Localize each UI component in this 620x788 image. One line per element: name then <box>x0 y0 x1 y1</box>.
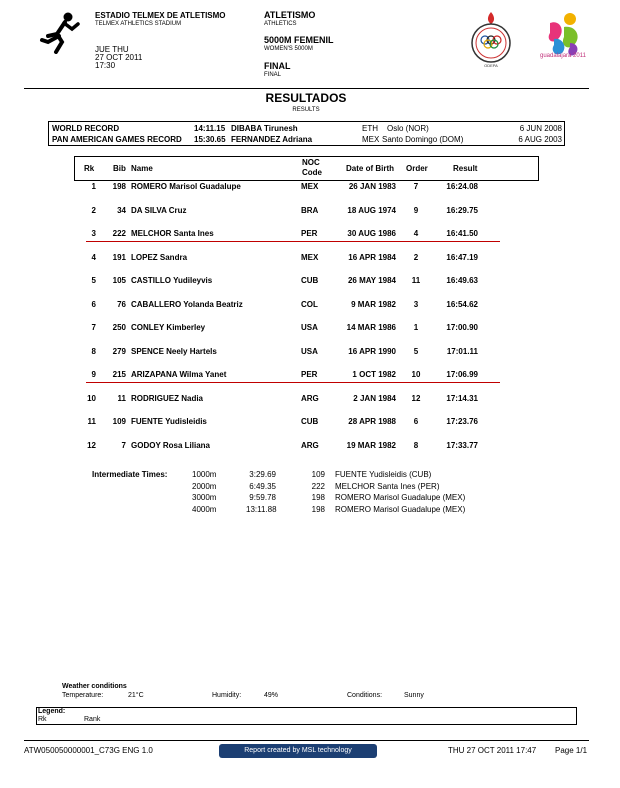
inter-time: 3:29.69 <box>249 470 276 479</box>
cell-result: 17:33.77 <box>446 440 478 450</box>
conditions-label: Conditions: <box>347 692 383 699</box>
cell-result: 17:01.11 <box>446 346 478 356</box>
inter-time: 13:11.88 <box>246 505 277 515</box>
intermediate-row <box>0 482 620 494</box>
cell-name: SPENCE Neely Hartels <box>131 346 217 356</box>
col-noc: NOC <box>302 158 320 167</box>
cell-bib: 191 <box>112 252 126 262</box>
intermediate-row <box>0 505 620 517</box>
legend-meaning: Rank <box>84 716 101 723</box>
col-result: Result <box>453 164 478 173</box>
table-row <box>0 229 620 241</box>
col-noc-code: Code <box>302 168 322 177</box>
report-datetime: THU 27 OCT 2011 17:47 <box>448 746 537 755</box>
table-row <box>0 253 620 265</box>
table-row <box>0 323 620 335</box>
cell-rk: 8 <box>91 346 96 356</box>
cell-noc: ARG <box>301 440 319 450</box>
highlight-underline <box>86 382 500 383</box>
intermediate-row <box>0 493 620 505</box>
page-title: RESULTADOS <box>265 91 347 105</box>
cell-dob: 14 MAR 1986 <box>346 323 396 332</box>
cell-result: 17:00.90 <box>446 323 478 332</box>
record-date: 6 AUG 2003 <box>518 135 562 144</box>
cell-dob: 16 APR 1984 <box>348 252 396 262</box>
cell-order: 2 <box>413 252 419 262</box>
record-time: 15:30.65 <box>194 135 226 144</box>
record-date: 6 JUN 2008 <box>519 124 562 133</box>
temperature-value: 21°C <box>128 692 144 699</box>
cell-bib: 76 <box>117 299 126 309</box>
cell-name: CONLEY Kimberley <box>131 323 206 332</box>
col-order: Order <box>406 164 428 173</box>
cell-bib: 250 <box>112 323 126 332</box>
cell-noc: MEX <box>301 252 319 262</box>
cell-name: RODRIGUEZ Nadia <box>131 393 204 403</box>
cell-dob: 2 JAN 1984 <box>353 393 396 403</box>
cell-bib: 11 <box>117 393 126 403</box>
cell-order: 8 <box>413 440 419 450</box>
cell-noc: CUB <box>301 417 319 426</box>
inter-dist: 1000m <box>192 470 217 479</box>
intermediate-label: Intermediate Times: <box>92 470 168 479</box>
svg-text:ODEPA: ODEPA <box>484 63 498 68</box>
cell-dob: 18 AUG 1974 <box>347 205 396 215</box>
cell-bib: 109 <box>112 417 126 426</box>
page-number: Page 1/1 <box>555 746 588 755</box>
cell-order: 9 <box>413 205 419 215</box>
inter-name: MELCHOR Santa Ines (PER) <box>335 481 440 491</box>
cell-order: 11 <box>411 276 421 285</box>
cell-order: 6 <box>413 417 419 426</box>
cell-order: 1 <box>413 323 419 332</box>
cell-name: LOPEZ Sandra <box>131 252 188 262</box>
cell-noc: CUB <box>301 276 319 285</box>
cell-dob: 9 MAR 1982 <box>351 299 396 309</box>
table-row <box>0 347 620 359</box>
cell-order: 10 <box>411 370 421 379</box>
inter-bib: 109 <box>311 470 325 479</box>
legend-abbr: Rk <box>38 716 47 723</box>
cell-rk: 2 <box>91 205 96 215</box>
cell-noc: USA <box>301 323 318 332</box>
cell-result: 16:29.75 <box>446 205 478 215</box>
cell-name: GODOY Rosa Liliana <box>131 440 210 450</box>
cell-name: DA SILVA Cruz <box>131 205 187 215</box>
inter-dist: 3000m <box>192 493 217 503</box>
inter-name: ROMERO Marisol Guadalupe (MEX) <box>335 493 466 503</box>
cell-noc: ARG <box>301 393 319 403</box>
cell-noc: PER <box>301 370 318 379</box>
cell-result: 16:54.62 <box>446 299 478 309</box>
cell-rk: 6 <box>91 299 96 309</box>
cell-order: 4 <box>413 229 419 238</box>
record-place: Oslo (NOR) <box>387 124 429 133</box>
cell-dob: 28 APR 1988 <box>348 417 396 426</box>
venue-name: ESTADIO TELMEX DE ATLETISMO <box>95 11 226 20</box>
cell-rk: 12 <box>87 440 96 450</box>
cell-rk: 4 <box>91 252 96 262</box>
cell-dob: 16 APR 1990 <box>348 346 396 356</box>
msl-banner: Report created by MSL technology <box>219 744 377 758</box>
cell-dob: 26 JAN 1983 <box>348 182 396 191</box>
cell-noc: PER <box>301 229 318 238</box>
cell-dob: 30 AUG 1986 <box>347 229 396 238</box>
cell-name: CASTILLO Yudileyvis <box>131 276 213 285</box>
record-place: Santo Domingo (DOM) <box>382 135 464 144</box>
runner-pictogram-icon <box>38 12 82 54</box>
table-row <box>0 417 620 429</box>
footer-divider <box>24 740 589 741</box>
intermediate-row <box>0 470 620 482</box>
cell-name: MELCHOR Santa Ines <box>131 229 214 238</box>
legend-box <box>36 707 577 725</box>
header-divider <box>24 88 589 89</box>
record-holder: DIBABA Tirunesh <box>231 124 298 133</box>
cell-noc: BRA <box>301 205 319 215</box>
col-dob: Date of Birth <box>346 164 394 173</box>
record-noc: MEX <box>362 135 380 144</box>
table-row <box>0 206 620 218</box>
record-label: WORLD RECORD <box>52 124 120 133</box>
phase-name: FINAL <box>264 61 291 71</box>
cell-result: 16:49.63 <box>446 276 478 285</box>
inter-dist: 2000m <box>192 481 217 491</box>
report-code: ATW050050000001_C73G ENG 1.0 <box>24 746 153 755</box>
page-subtitle: RESULTS <box>292 107 320 113</box>
venue-name-en: TELMEX ATHLETICS STADIUM <box>95 21 182 27</box>
event-name-en: WOMEN'S 5000M <box>264 46 313 52</box>
cell-result: 17:14.31 <box>446 393 478 403</box>
cell-bib: 7 <box>121 440 126 450</box>
cell-noc: USA <box>301 346 318 356</box>
table-row <box>0 370 620 382</box>
odepa-logo-icon <box>466 10 516 70</box>
record-noc: ETH <box>362 124 378 133</box>
event-date: 27 OCT 2011 <box>95 53 143 62</box>
guadalajara-logo-text: guadalajara 2011 <box>540 53 586 59</box>
col-bib: Bib <box>113 164 126 173</box>
results-header <box>0 158 620 177</box>
event-name: 5000M FEMENIL <box>264 35 334 45</box>
table-row <box>0 276 620 288</box>
cell-bib: 105 <box>112 276 126 285</box>
weather-title: Weather conditions <box>62 683 127 690</box>
cell-name: ROMERO Marisol Guadalupe <box>131 182 241 191</box>
cell-bib: 279 <box>112 346 126 356</box>
cell-rk: 10 <box>87 393 96 403</box>
cell-result: 17:23.76 <box>446 417 478 426</box>
event-time: 17:30 <box>95 61 116 70</box>
phase-name-en: FINAL <box>264 72 282 78</box>
highlight-underline <box>86 241 500 242</box>
conditions-value: Sunny <box>404 692 424 699</box>
cell-bib: 222 <box>112 229 126 238</box>
inter-bib: 222 <box>311 481 325 491</box>
humidity-value: 49% <box>264 692 279 699</box>
event-day: JUE THU <box>95 45 129 54</box>
inter-name: ROMERO Marisol Guadalupe (MEX) <box>335 505 466 515</box>
inter-time: 6:49.35 <box>249 481 276 491</box>
humidity-label: Humidity: <box>212 692 242 699</box>
cell-name: FUENTE Yudisleidis <box>131 417 207 426</box>
cell-rk: 5 <box>91 276 96 285</box>
cell-rk: 11 <box>87 417 96 426</box>
cell-dob: 19 MAR 1982 <box>346 440 396 450</box>
table-row <box>0 394 620 406</box>
cell-order: 3 <box>413 299 419 309</box>
table-row <box>0 182 620 194</box>
cell-name: CABALLERO Yolanda Beatriz <box>131 299 243 309</box>
record-time: 14:11.15 <box>194 124 226 133</box>
cell-order: 5 <box>413 346 419 356</box>
cell-order: 12 <box>411 393 421 403</box>
legend-title: Legend: <box>38 708 66 715</box>
inter-time: 9:59.78 <box>249 493 276 503</box>
cell-rk: 3 <box>91 229 96 238</box>
inter-bib: 198 <box>311 493 325 503</box>
record-row <box>0 135 620 147</box>
cell-name: ARIZAPANA Wilma Yanet <box>131 370 227 379</box>
cell-noc: COL <box>301 299 318 309</box>
col-name: Name <box>131 164 153 173</box>
cell-noc: MEX <box>301 182 319 191</box>
temperature-label: Temperature: <box>62 692 104 699</box>
cell-dob: 1 OCT 1982 <box>352 370 396 379</box>
cell-bib: 34 <box>117 205 126 215</box>
cell-result: 16:41.50 <box>446 229 478 238</box>
table-row <box>0 300 620 312</box>
cell-bib: 198 <box>112 182 126 191</box>
cell-result: 16:24.08 <box>446 182 478 191</box>
cell-rk: 1 <box>91 182 96 191</box>
cell-bib: 215 <box>112 370 126 379</box>
cell-result: 16:47.19 <box>446 252 478 262</box>
inter-name: FUENTE Yudisleidis (CUB) <box>335 470 432 479</box>
inter-dist: 4000m <box>192 505 217 515</box>
cell-order: 7 <box>413 182 419 191</box>
inter-bib: 198 <box>311 505 325 515</box>
record-holder: FERNANDEZ Adriana <box>231 135 313 144</box>
sport-name-en: ATHLETICS <box>264 21 297 27</box>
cell-result: 17:06.99 <box>446 370 478 379</box>
sport-name: ATLETISMO <box>264 10 316 20</box>
cell-dob: 26 MAY 1984 <box>347 276 396 285</box>
record-label: PAN AMERICAN GAMES RECORD <box>52 135 182 144</box>
cell-rk: 9 <box>91 370 96 379</box>
table-row <box>0 441 620 453</box>
cell-rk: 7 <box>91 323 96 332</box>
col-rk: Rk <box>84 164 95 173</box>
